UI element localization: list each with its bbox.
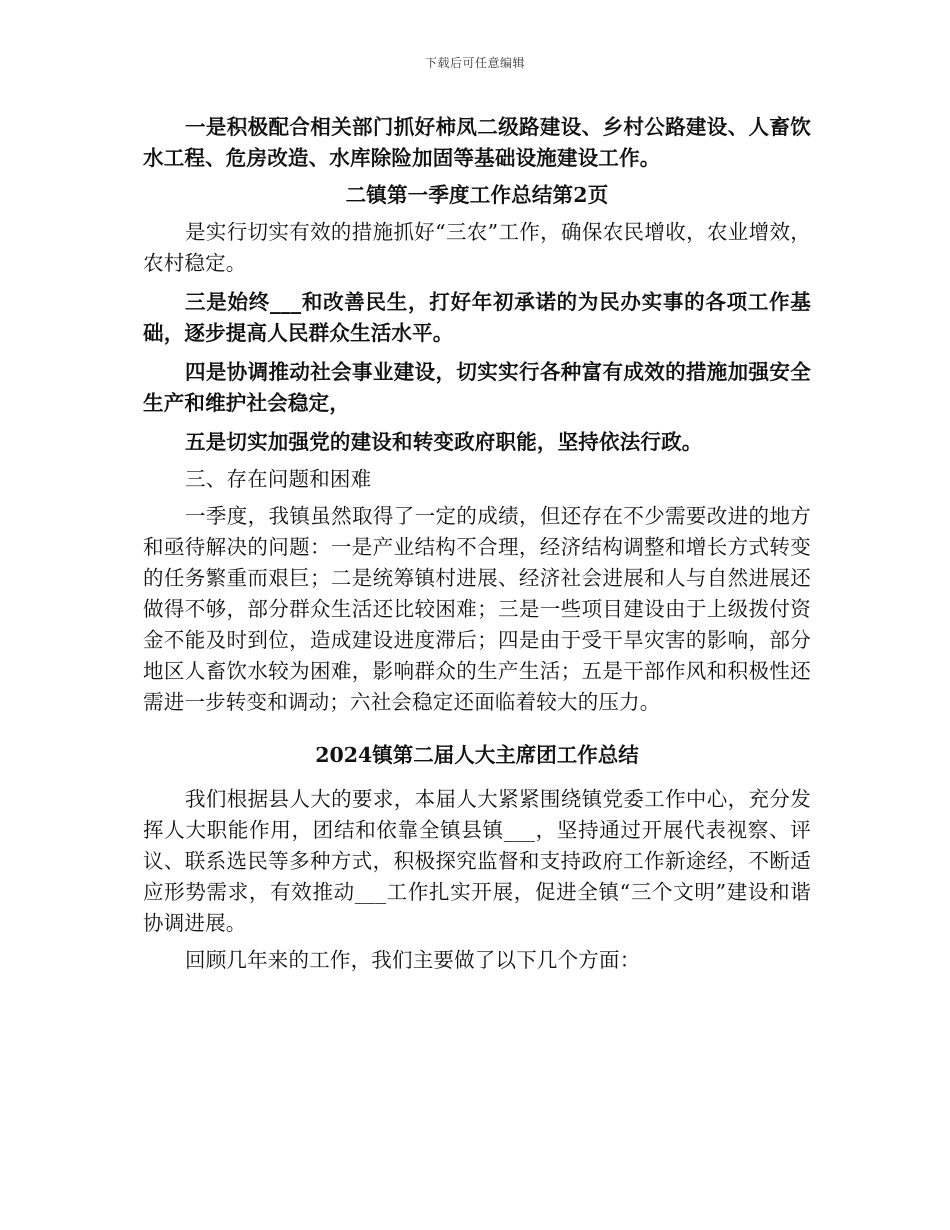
paragraph-infrastructure: 一是积极配合相关部门抓好柿凤二级路建设、乡村公路建设、人畜饮水工程、危房改造、水库除险加固等基础设施建设工作。: [143, 115, 811, 170]
section-heading-problems: 三、存在问题和困难: [185, 467, 372, 491]
paragraph-three-rural: 是实行切实有效的措施抓好“三农”工作，确保农民增收，农业增效，农村稳定。: [143, 220, 811, 275]
paragraph-social-affairs: 四是协调推动社会事业建设，切实实行各种富有成效的措施加强安全生产和维护社会稳定，: [143, 360, 811, 415]
paragraph-review: 回顾几年来的工作，我们主要做了以下几个方面：: [185, 948, 641, 972]
page-continuation-title: 二镇第一季度工作总结第2页: [345, 183, 609, 207]
page-header-note: 下载后可任意编辑: [424, 56, 525, 70]
document-body: [143, 112, 811, 976]
document-title: 2024镇第二届人大主席团工作总结: [315, 743, 639, 767]
paragraph-npc-summary: 我们根据县人大的要求，本届人大紧紧围绕镇党委工作中心，充分发挥人大职能作用，团结和依靠全镇县镇___，坚持通过开展代表视察、评议、联系选民等多种方式，积极探究监督和支持政府工作新途经，不断适应形势需求，有效推动___工作扎实开展，促进全镇“三个文明”建设和谐协调进展。: [143, 787, 811, 935]
paragraph-party-building: 五是切实加强党的建设和转变政府职能，坚持依法行政。: [185, 430, 703, 454]
paragraph-livelihood: 三是始终___和改善民生，打好年初承诺的为民办实事的各项工作基础，逐步提高人民群众生活水平。: [143, 290, 811, 345]
paragraph-problems: 一季度，我镇虽然取得了一定的成绩，但还存在不少需要改进的地方和亟待解决的问题：一是产业结构不合理，经济结构调整和增长方式转变的任务繁重而艰巨；二是统筹镇村进展、经济社会进展和人与自然进展还做得不够，部分群众生活还比较困难；三是一些项目建设由于上级拨付资金不能及时到位，造成建设进度滞后；四是由于受干旱灾害的影响，部分地区人畜饮水较为困难，影响群众的生产生活；五是干部作风和积极性还需进一步转变和调动；六社会稳定还面临着较大的压力。: [143, 504, 811, 714]
